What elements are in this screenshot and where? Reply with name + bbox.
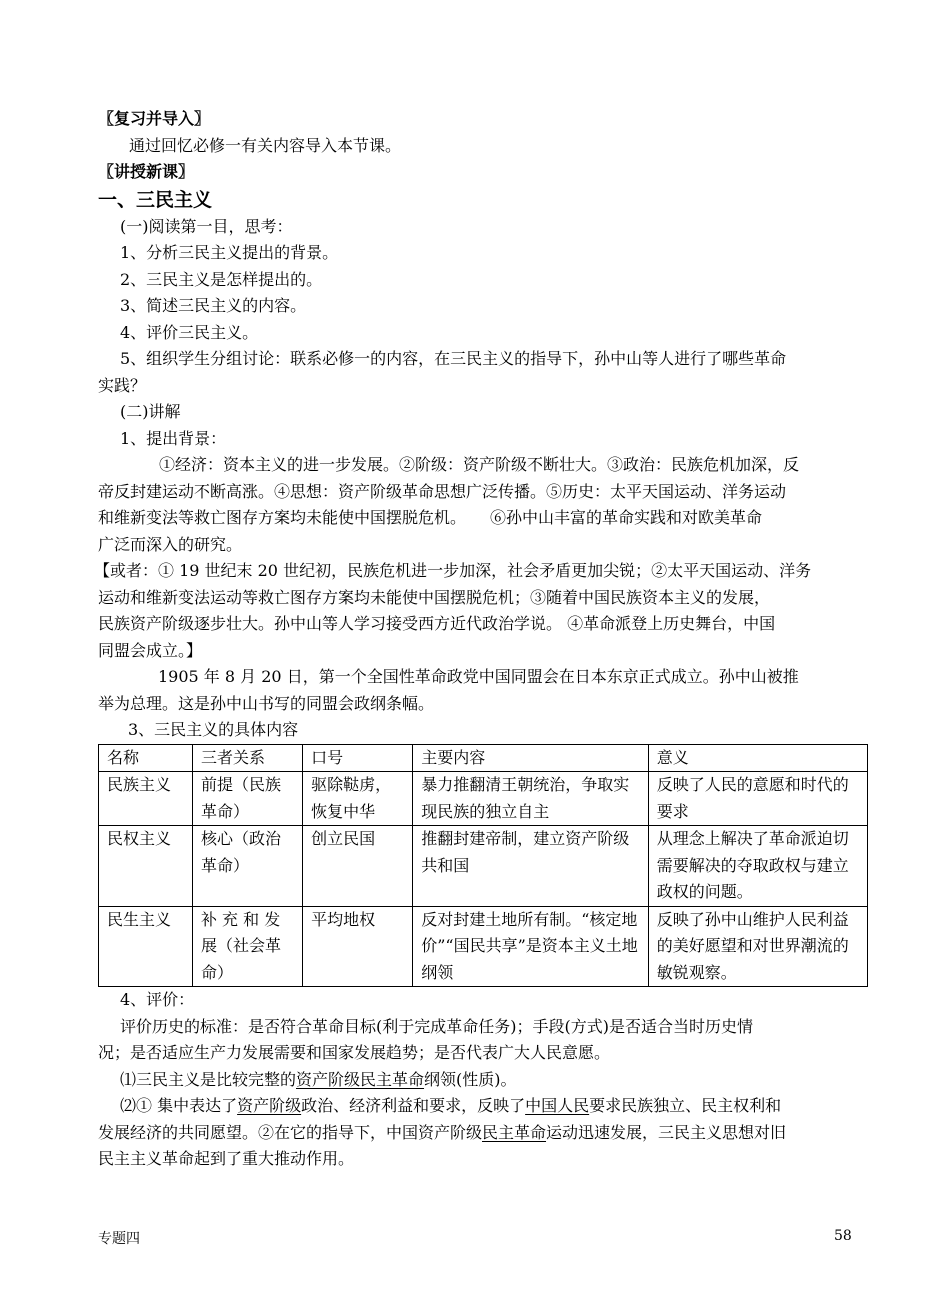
evaluation-title: 4、评价： xyxy=(120,990,195,1009)
evaluation-standard-line2: 况；是否适应生产力发展需要和国家发展趋势；是否代表广大人民意愿。 xyxy=(98,1043,611,1062)
question-5-line1: 5、组织学生分组讨论：联系必修一的内容，在三民主义的指导下，孙中山等人进行了哪些革命 xyxy=(120,349,787,368)
question-1: 1、分析三民主义提出的背景。 xyxy=(120,243,339,262)
background-title: 1、提出背景： xyxy=(120,428,227,448)
table-cell: 驱除鞑虏，恢复中华 xyxy=(303,772,413,826)
table-cell: 民生主义 xyxy=(99,906,193,987)
table-cell: 推翻封建帝制，建立资产阶级共和国 xyxy=(413,826,648,907)
table-cell: 反映了人民的意愿和时代的要求 xyxy=(648,772,867,826)
table-cell: 反映了孙中山维护人民利益的美好愿望和对世界潮流的敏锐观察。 xyxy=(648,906,867,987)
alternative-line1: 【或者：① 19 世纪末 20 世纪初，民族危机进一步加深，社会矛盾更加尖锐；②太平天国运动、洋务 xyxy=(94,561,812,580)
question-4: 4、评价三民主义。 xyxy=(120,322,259,342)
text-span: 运动迅速发展，三民主义思想对旧 xyxy=(546,1122,787,1142)
table-cell: 民权主义 xyxy=(99,826,193,907)
table-cell: 核心（政治革命） xyxy=(192,826,302,907)
alternative-line3: 民族资产阶级逐步壮大。孙中山等人学习接受西方近代政治学说。 ④革命派登上历史舞台，中国 xyxy=(98,614,776,633)
evaluation-point-2-line1 xyxy=(98,1093,858,1120)
text-span: ⑴三民主义是比较完整的 xyxy=(120,1069,297,1089)
background-line3: 和维新变法等救亡图存方案均未能使中国摆脱危机。 ⑥孙中山丰富的革命实践和对欧美革命 xyxy=(98,508,763,527)
table-header-cell: 意义 xyxy=(648,744,867,772)
table-cell: 平均地权 xyxy=(303,906,413,987)
question-5-line2: 实践？ xyxy=(98,375,147,395)
content-title: 3、三民主义的具体内容 xyxy=(128,720,299,739)
league-line1: 1905 年 8 月 20 日，第一个全国性革命政党中国同盟会在日本东京正式成立。孙中山被推 xyxy=(158,667,799,686)
review-text: 通过回忆必修一有关内容导入本节课。 xyxy=(129,135,402,155)
document-page xyxy=(94,106,858,1173)
text-span: 要求民族独立、民主权利和 xyxy=(589,1096,782,1115)
underlined-term: 中国人民 xyxy=(525,1096,590,1115)
table-header-cell: 名称 xyxy=(99,744,193,772)
table-header-cell: 主要内容 xyxy=(413,744,648,772)
text-span: ⑵① 集中表达了 xyxy=(120,1096,238,1115)
table-row xyxy=(99,906,868,987)
table-cell: 前提（民族革命） xyxy=(192,772,302,826)
table-row xyxy=(99,772,868,826)
evaluation-point-1 xyxy=(98,1067,858,1094)
question-2: 2、三民主义是怎样提出的。 xyxy=(120,269,323,289)
main-title: 一、三民主义 xyxy=(98,188,213,211)
table-cell: 创立民国 xyxy=(303,826,413,907)
evaluation-standard-line1: 评价历史的标准：是否符合革命目标(利于完成革命任务)；手段(方式)是否适合当时历史情 xyxy=(120,1016,753,1036)
table-header-cell: 三者关系 xyxy=(192,744,302,772)
explain-intro: (二)讲解 xyxy=(120,402,181,421)
table-cell: 反对封建土地所有制。“核定地价”“国民共享”是资本主义土地纲领 xyxy=(413,906,648,987)
background-line4: 广泛而深入的研究。 xyxy=(98,534,243,554)
table-cell: 补 充 和 发展（社会革命） xyxy=(192,906,302,987)
lecture-heading: 〖讲授新课〗 xyxy=(98,162,195,181)
table-row xyxy=(99,826,868,907)
table-cell: 民族主义 xyxy=(99,772,193,826)
league-line2: 举为总理。这是孙中山书写的同盟会政纲条幅。 xyxy=(98,693,435,713)
review-heading: 〖复习并导入〗 xyxy=(98,109,211,128)
evaluation-point-2-line2 xyxy=(98,1120,858,1147)
alternative-line2: 运动和维新变法运动等救亡图存方案均未能使中国摆脱危机；③随着中国民族资本主义的发展， xyxy=(98,587,771,607)
table-cell: 暴力推翻清王朝统治，争取实现民族的独立自主 xyxy=(413,772,648,826)
text-span: 纲领(性质)。 xyxy=(424,1069,517,1089)
evaluation-point-2-line3: 民主主义革命起到了重大推动作用。 xyxy=(98,1149,355,1168)
table-header-row xyxy=(99,744,868,772)
question-3: 3、简述三民主义的内容。 xyxy=(120,296,307,315)
table-cell: 从理念上解决了革命派迫切需要解决的夺取政权与建立政权的问题。 xyxy=(648,826,867,907)
reading-intro: (一)阅读第一目，思考： xyxy=(120,216,293,236)
underlined-term: 民主革命 xyxy=(482,1122,547,1142)
footer-chapter: 专题四 xyxy=(98,1231,140,1247)
underlined-term: 资产阶级民主革命 xyxy=(296,1069,425,1089)
background-line2: 帝反封建运动不断高涨。④思想：资产阶级革命思想广泛传播。⑤历史：太平天国运动、洋务运动 xyxy=(98,481,787,501)
page-number: 58 xyxy=(834,1228,852,1244)
three-principles-table xyxy=(98,744,868,988)
table-header-cell: 口号 xyxy=(303,744,413,772)
alternative-line4: 同盟会成立。】 xyxy=(98,640,203,660)
text-span: 政治、经济利益和要求，反映了 xyxy=(301,1096,526,1115)
background-line1: ①经济：资本主义的进一步发展。②阶级：资产阶级不断壮大。③政治：民族危机加深，反 xyxy=(159,455,800,474)
text-span: 发展经济的共同愿望。②在它的指导下，中国资产阶级 xyxy=(98,1122,483,1142)
underlined-term: 资产阶级 xyxy=(237,1096,302,1115)
